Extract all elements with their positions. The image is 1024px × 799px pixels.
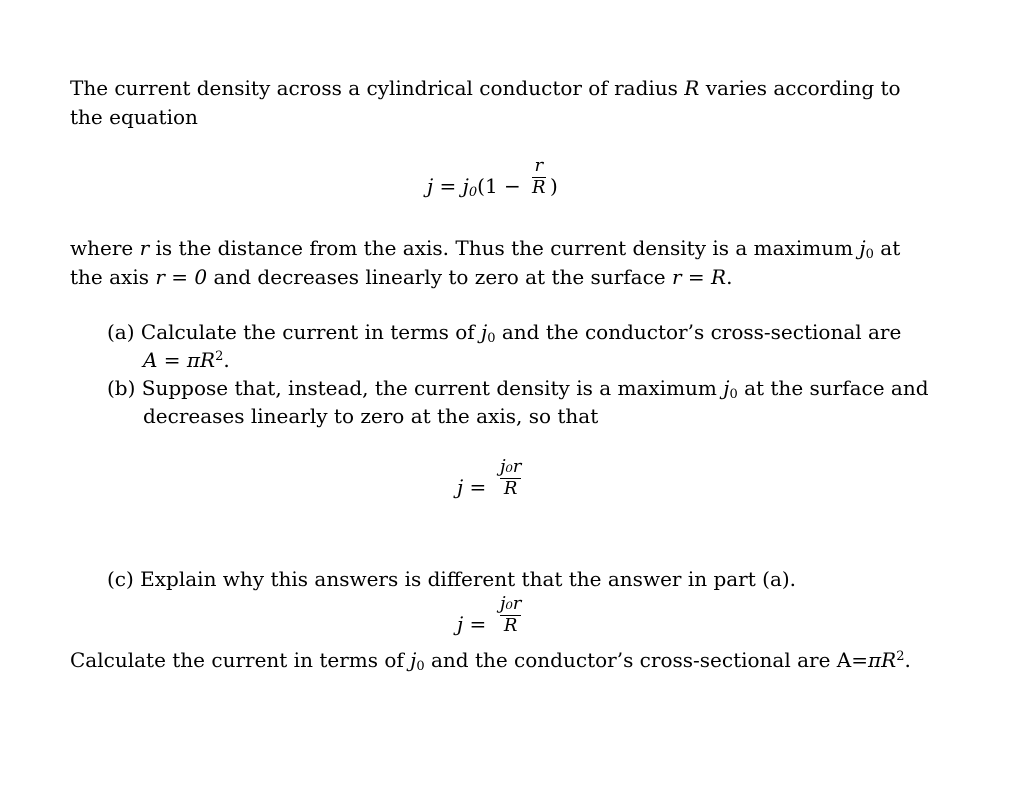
equation-3-numerator: j₀r <box>500 593 522 614</box>
part-b-line-2: decreases linearly to zero at the axis, so that <box>143 404 599 428</box>
part-a-variable-j: j <box>481 320 488 344</box>
part-b-text: (b) Suppose that, instead, the current density is a maximum <box>107 376 724 400</box>
final-area: πR <box>867 648 897 672</box>
final-line <box>70 650 911 673</box>
equation-2-denominator: R <box>503 478 518 499</box>
final-text: Calculate the current in terms of <box>70 648 411 672</box>
part-a-text: (a) Calculate the current in terms of <box>107 320 482 344</box>
desc-period: . <box>726 265 733 289</box>
desc-subscript: 0 <box>865 247 874 262</box>
equation-2-fraction <box>500 458 521 498</box>
equation-1-fraction <box>532 157 546 197</box>
intro-text: The current density across a cylindrical conductor of radius <box>70 76 685 100</box>
final-text-mid: and the conductor’s cross-sectional are A= <box>424 648 868 672</box>
desc-text-mid: is the distance from the axis. Thus the current density is a maximum <box>149 236 860 260</box>
equation-3-fraction <box>500 595 521 635</box>
part-a-period: . <box>223 348 230 372</box>
desc-text-2-mid: and decreases linearly to zero at the surface <box>207 265 672 289</box>
equation-2-lhs: j = <box>457 475 487 499</box>
final-subscript: 0 <box>416 659 425 674</box>
equation-1-lhs <box>427 176 521 199</box>
desc-text-2: the axis <box>70 265 156 289</box>
intro-variable-R: R <box>684 76 700 100</box>
intro-line-1 <box>70 78 901 98</box>
final-variable-j: j <box>410 648 417 672</box>
desc-text-end: at <box>873 236 901 260</box>
description-line-2 <box>70 267 732 287</box>
description-line-1 <box>70 238 900 261</box>
part-a-subscript: 0 <box>487 331 496 346</box>
desc-equation-rR: r = R <box>671 265 727 289</box>
equation-3-lhs: j = <box>457 612 487 636</box>
part-a-text-end: and the conductor’s cross-sectional are <box>495 320 902 344</box>
equation-1-close: ) <box>550 174 558 198</box>
equation-1-open: (1 − <box>477 174 521 198</box>
part-a-line-1 <box>107 322 901 345</box>
part-b-text-end: at the surface and <box>737 376 929 400</box>
intro-line-2: the equation <box>70 105 198 129</box>
desc-variable-j: j <box>859 236 866 260</box>
equation-3-denominator: R <box>503 615 518 636</box>
final-period: . <box>904 648 911 672</box>
part-b-subscript: 0 <box>729 387 738 402</box>
equation-1-denominator: R <box>532 177 546 198</box>
equation-1-numerator: r <box>534 155 544 176</box>
part-b-line-1 <box>107 378 929 401</box>
equation-2-numerator: j₀r <box>500 456 522 477</box>
part-a-superscript: 2 <box>215 349 224 364</box>
final-superscript: 2 <box>896 649 905 664</box>
equation-1-subscript: 0 <box>468 185 478 200</box>
part-a-line-2 <box>143 350 230 370</box>
desc-variable-r: r <box>139 236 150 260</box>
desc-equation-r0: r = 0 <box>155 265 208 289</box>
equation-1-j: j = j <box>427 174 469 198</box>
desc-text: where <box>70 236 140 260</box>
part-a-area: A = πR <box>143 348 216 372</box>
part-b-variable-j: j <box>723 376 730 400</box>
intro-text-end: varies according to <box>699 76 901 100</box>
part-c-text: (c) Explain why this answers is different that the answer in part (a). <box>107 567 797 591</box>
